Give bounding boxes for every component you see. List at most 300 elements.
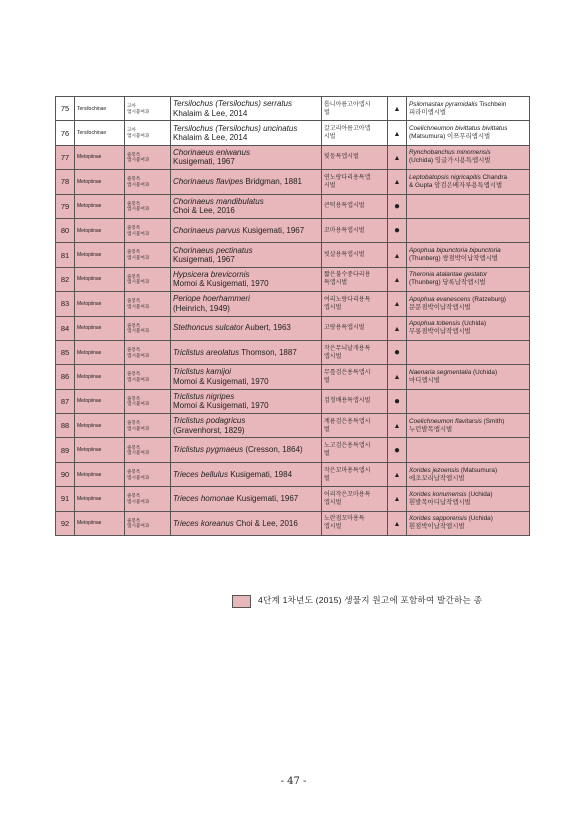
scientific-name-cell (171, 340, 322, 364)
row-number (56, 340, 75, 364)
group-line: 줄봉특 (127, 249, 141, 255)
group-line: 앱시불여과 (127, 401, 150, 407)
host-author: (Uchida) (471, 368, 498, 376)
group-cell (125, 389, 171, 413)
subfamily-name: Metopiinae (77, 178, 102, 185)
korean-name-cell (322, 218, 388, 242)
korean-name-line: 앱시벌 (324, 353, 342, 360)
host-cell (407, 365, 530, 389)
status-mark-cell (388, 414, 407, 438)
scientific-name: Tersilochus (Tersilochus) uncinatus (173, 123, 298, 133)
scientific-name-cell (171, 414, 322, 438)
korean-name-line: 고랑용특앱시벌 (324, 325, 365, 332)
triangle-icon: ▲ (393, 276, 401, 284)
korean-name-line: 특앱시벌 (324, 280, 348, 287)
table-row (56, 145, 530, 169)
host-author: Chandra (480, 173, 508, 181)
scientific-name: Triclistus pygmaeus (173, 445, 244, 455)
status-mark-cell (388, 340, 407, 364)
group-cell (125, 170, 171, 194)
legend (232, 594, 532, 608)
group-line: 앱시불여과 (127, 376, 150, 382)
group-cell (125, 487, 171, 511)
row-number (56, 462, 75, 486)
row-number (56, 194, 75, 218)
row-number-text: 78 (60, 177, 70, 187)
group-line: 앱시불여과 (127, 425, 150, 431)
row-number-text: 77 (60, 152, 70, 162)
scientific-author: (Gravenhorst, 1829) (173, 425, 245, 435)
page-number: - 47 - (280, 776, 307, 787)
subfamily-cell (75, 462, 125, 486)
scientific-name: Chorinaeus pectinatus (173, 245, 253, 255)
korean-name-line: 벌 (324, 109, 330, 116)
korean-name-cell (322, 462, 388, 486)
group-cell (125, 145, 171, 169)
group-line: 줄봉특 (127, 395, 141, 401)
status-mark-cell (388, 292, 407, 316)
legend-swatch (232, 595, 251, 608)
group-line: 앱시불여과 (127, 498, 150, 504)
group-line: 앱시불여과 (127, 255, 150, 261)
korean-name-line: 큰턱용특앱시벌 (324, 203, 365, 210)
row-number-text: 91 (60, 494, 70, 504)
scientific-author: Kusigemati, 1967 (234, 494, 299, 504)
subfamily-name: Metopiinae (77, 349, 102, 356)
group-cell (125, 292, 171, 316)
row-number (56, 389, 75, 413)
host-species: Leptobatopsis nigricapitis (409, 173, 481, 181)
status-mark-cell (388, 389, 407, 413)
subfamily-cell (75, 218, 125, 242)
korean-name-line: 앱시벌 (324, 524, 342, 531)
korean-name-cell (322, 267, 388, 291)
scientific-name: Chorinaeus flavipes (173, 177, 244, 187)
subfamily-name: Metopiinae (77, 422, 102, 429)
host-korean-name: (Uchida) 잉글가시용특앱시벌 (409, 157, 491, 165)
subfamily-cell (75, 438, 125, 462)
row-number (56, 145, 75, 169)
korean-name-line: 어리작은꼬마용특 (324, 491, 371, 498)
group-line: 앱시불여과 (127, 450, 150, 456)
subfamily-cell (75, 97, 125, 121)
table-row (56, 316, 530, 340)
scientific-name: Trieces homonae (173, 494, 235, 504)
group-line: 앱시불여과 (127, 474, 150, 480)
host-cell (407, 97, 530, 121)
status-mark-cell (388, 243, 407, 267)
scientific-author: Kusigemati, 1967 (240, 225, 305, 235)
korean-name-cell (322, 145, 388, 169)
host-author: (Uchida) (466, 490, 493, 498)
korean-name-line: 빗살용특앱시벌 (324, 252, 365, 259)
row-number-text: 80 (60, 226, 70, 236)
group-line: 줄봉특 (127, 151, 141, 157)
host-author: (Ratzeburg) (470, 295, 507, 303)
host-cell (407, 389, 530, 413)
group-line: 줄봉특 (127, 444, 141, 450)
korean-name-line: 꼬마용특앱시벌 (324, 227, 365, 234)
korean-name-line: 갈고리아름고아앱 (324, 126, 371, 133)
subfamily-cell (75, 414, 125, 438)
group-cell (125, 97, 171, 121)
row-number (56, 267, 75, 291)
subfamily-name: Metopiinae (77, 471, 102, 478)
triangle-icon: ▲ (393, 252, 401, 260)
subfamily-name: Metopiinae (77, 227, 102, 234)
table-row (56, 170, 530, 194)
host-cell (407, 487, 530, 511)
korean-name-cell (322, 170, 388, 194)
korean-name-cell (322, 487, 388, 511)
group-line: 앱시불여과 (127, 523, 150, 529)
group-cell (125, 340, 171, 364)
row-number (56, 218, 75, 242)
korean-name-cell (322, 389, 388, 413)
scientific-name: Periope hoerhammeri (173, 294, 250, 304)
host-korean-name: 흰발목마디납작앱시벌 (409, 498, 471, 506)
status-mark-cell (388, 487, 407, 511)
status-mark-cell (388, 462, 407, 486)
scientific-name: Stethoncus sulcator (173, 323, 244, 333)
status-mark-cell (388, 170, 407, 194)
row-number (56, 511, 75, 535)
scientific-author: Momoi & Kusigemati, 1970 (173, 279, 269, 289)
subfamily-cell (75, 487, 125, 511)
group-line: 줄봉특 (127, 347, 141, 352)
triangle-icon: ▲ (393, 106, 401, 114)
circle-icon: ● (393, 395, 401, 407)
status-mark-cell (388, 121, 407, 145)
korean-name-line: 벌 (324, 475, 330, 482)
korean-name-cell (322, 414, 388, 438)
korean-name-line: 계름검은용특앱시 (324, 418, 371, 425)
row-number (56, 487, 75, 511)
triangle-icon: ▲ (393, 374, 401, 382)
host-author: Tischbein (477, 100, 507, 108)
subfamily-name: Metopiinae (77, 300, 102, 307)
row-number-text: 85 (60, 348, 70, 358)
scientific-author: Khalaim & Lee, 2014 (173, 133, 248, 143)
row-number (56, 121, 75, 145)
group-cell (125, 316, 171, 340)
korean-name-line: 시벌 (324, 182, 336, 189)
scientific-name-cell (171, 121, 322, 145)
scientific-author: Choi & Lee, 2016 (173, 206, 235, 216)
scientific-name: Trieces koreanus (173, 518, 234, 528)
host-species: Rynchobanchus minomensis (409, 149, 491, 157)
row-number-text: 83 (60, 299, 70, 309)
group-cell (125, 511, 171, 535)
host-species: Theronia atalantae gestator (409, 271, 488, 279)
host-korean-name: 흰점박이납작앱시벌 (409, 523, 465, 531)
triangle-icon: ▲ (393, 301, 401, 309)
circle-icon: ● (393, 200, 401, 212)
subfamily-cell (75, 194, 125, 218)
scientific-name: Chorinaeus mandibulatus (173, 196, 264, 206)
subfamily-name: Metopiinae (77, 203, 102, 210)
korean-name-line: 짧은불수중다리용 (324, 272, 371, 279)
scientific-name: Trieces bellulus (173, 469, 228, 479)
host-cell (407, 414, 530, 438)
scientific-name: Triclistus areolatus (173, 347, 240, 357)
korean-name-cell (322, 511, 388, 535)
group-line: 줄봉특 (127, 176, 141, 182)
subfamily-cell (75, 389, 125, 413)
host-korean-name: (Thunberg) 당록납작앱시벌 (409, 279, 486, 287)
scientific-author: Kusigemati, 1967 (173, 255, 235, 265)
host-species: Xorides konumensis (409, 490, 467, 498)
row-number-text: 76 (60, 128, 70, 138)
subfamily-cell (75, 316, 125, 340)
table-row (56, 389, 530, 413)
korean-name-line: 빛둥특앱시벌 (324, 154, 359, 161)
status-mark-cell (388, 194, 407, 218)
subfamily-cell (75, 511, 125, 535)
host-korean-name: 문문점박이납작앱시벌 (409, 303, 471, 311)
scientific-author: Momoi & Kusigemati, 1970 (173, 376, 269, 386)
table-row (56, 340, 530, 364)
host-korean-name: 마디앱시벌 (409, 376, 440, 384)
row-number-text: 92 (60, 518, 70, 528)
korean-name-line: 검정배용특앱시벌 (324, 398, 371, 405)
scientific-author: Bridgman, 1881 (243, 177, 302, 187)
host-cell (407, 292, 530, 316)
group-cell (125, 194, 171, 218)
status-mark-cell (388, 365, 407, 389)
host-korean-name: (Matsumura) 이쯔무리앱시벌 (409, 133, 491, 141)
row-number-text: 90 (60, 470, 70, 480)
scientific-name: Hypsicera brevicornis (173, 269, 250, 279)
subfamily-name: Metopiinae (77, 276, 102, 283)
circle-icon: ● (393, 347, 401, 359)
row-number-text: 75 (60, 104, 70, 114)
subfamily-name: Tersilochinae (77, 105, 107, 112)
subfamily-cell (75, 340, 125, 364)
host-species: Coelichneumon flavitarsis (409, 417, 482, 425)
korean-name-cell (322, 97, 388, 121)
subfamily-name: Metopiinae (77, 373, 102, 380)
subfamily-cell (75, 243, 125, 267)
subfamily-name: Metopiinae (77, 252, 102, 259)
group-line: 앱시불여과 (127, 133, 150, 139)
subfamily-name: Metopiinae (77, 398, 102, 405)
scientific-name-cell (171, 389, 322, 413)
subfamily-name: Metopiinae (77, 154, 102, 161)
group-cell (125, 243, 171, 267)
korean-name-line: 연노랑다리용특앱 (324, 174, 371, 181)
korean-name-cell (322, 292, 388, 316)
group-cell (125, 414, 171, 438)
table-row (56, 97, 530, 121)
group-line: 줄봉특 (127, 493, 141, 499)
korean-name-line: 앱시벌 (324, 499, 342, 506)
group-line: 줄봉특 (127, 273, 141, 279)
group-line: 앱시불여과 (127, 230, 150, 236)
korean-name-line: 앱시벌 (324, 304, 342, 311)
row-number-text: 89 (60, 445, 70, 455)
status-mark-cell (388, 316, 407, 340)
host-species: Apophua evanescens (409, 295, 471, 303)
group-line: 줄봉특 (127, 298, 141, 304)
korean-name-line: 노란점꼬마용특 (324, 516, 365, 523)
circle-icon: ● (393, 225, 401, 237)
group-line: 줄봉특 (127, 517, 141, 523)
host-author: (Uchida) (460, 320, 487, 328)
status-mark-cell (388, 511, 407, 535)
korean-name-line: 톱니아름고아앱시 (324, 101, 371, 108)
triangle-icon: ▲ (393, 472, 401, 480)
table-row (56, 243, 530, 267)
subfamily-cell (75, 145, 125, 169)
korean-name-line: 무릎검은용특앱시 (324, 369, 371, 376)
host-cell (407, 170, 530, 194)
scientific-name-cell (171, 194, 322, 218)
row-number-text: 87 (60, 396, 70, 406)
scientific-name-cell (171, 511, 322, 535)
group-line: 앱시불여과 (127, 206, 150, 212)
group-cell (125, 438, 171, 462)
host-korean-name: 누런발목앱시벌 (409, 425, 453, 433)
status-mark-cell (388, 218, 407, 242)
group-cell (125, 267, 171, 291)
korean-name-line: 벌 (324, 377, 330, 384)
scientific-name: Triclistus podagricus (173, 416, 246, 426)
row-number (56, 292, 75, 316)
row-number (56, 243, 75, 267)
group-cell (125, 462, 171, 486)
scientific-name-cell (171, 218, 322, 242)
korean-name-cell (322, 438, 388, 462)
scientific-author: Aubert, 1963 (243, 323, 291, 333)
scientific-author: Choi & Lee, 2016 (233, 518, 298, 528)
group-line: 줄봉특 (127, 322, 141, 328)
group-line: 앱시불여과 (127, 303, 150, 309)
row-number (56, 170, 75, 194)
korean-name-line: 벌 (324, 426, 330, 433)
host-cell (407, 145, 530, 169)
korean-name-line: 노고검은용특앱시 (324, 443, 371, 450)
row-number-text: 81 (60, 250, 70, 260)
korean-name-cell (322, 340, 388, 364)
host-cell (407, 243, 530, 267)
host-cell (407, 340, 530, 364)
scientific-author: Thomson, 1887 (239, 347, 297, 357)
status-mark-cell (388, 145, 407, 169)
circle-icon: ● (393, 444, 401, 456)
korean-name-cell (322, 365, 388, 389)
group-line: 줄봉특 (127, 468, 141, 474)
row-number-text: 88 (60, 421, 70, 431)
host-author: (Matsumura) (459, 466, 498, 474)
host-author: (Smith) (481, 417, 505, 425)
row-number (56, 365, 75, 389)
triangle-icon: ▲ (393, 154, 401, 162)
row-number-text: 86 (60, 372, 70, 382)
korean-name-cell (322, 121, 388, 145)
group-line: 앱시불여과 (127, 279, 150, 285)
korean-name-cell (322, 316, 388, 340)
scientific-name-cell (171, 316, 322, 340)
group-line: 고아 (127, 127, 136, 133)
scientific-author: (Heinrich, 1949) (173, 303, 230, 313)
scientific-author: Kusigemati, 1984 (227, 469, 293, 479)
table-row (56, 487, 530, 511)
scientific-name-cell (171, 292, 322, 316)
table-row (56, 511, 530, 535)
host-cell (407, 218, 530, 242)
table-row (56, 438, 530, 462)
scientific-author: Momoi & Kusigemati, 1970 (173, 401, 269, 411)
host-cell (407, 438, 530, 462)
triangle-icon: ▲ (393, 496, 401, 504)
scientific-name-cell (171, 243, 322, 267)
subfamily-cell (75, 292, 125, 316)
status-mark-cell (388, 438, 407, 462)
table-row (56, 414, 530, 438)
legend-text: 4단계 1차년도 (2015) 생물지 원고에 포함하여 발간하는 종 (258, 595, 483, 605)
subfamily-cell (75, 267, 125, 291)
host-cell (407, 267, 530, 291)
host-korean-name: 피라미앱시벌 (409, 108, 447, 116)
triangle-icon: ▲ (393, 520, 401, 528)
scientific-name: Triclistus kamijoi (173, 367, 232, 377)
group-cell (125, 121, 171, 145)
triangle-icon: ▲ (393, 325, 401, 333)
scientific-name-cell (171, 438, 322, 462)
host-species: Psilomastax pyramidalis (409, 100, 478, 108)
host-species: Apophua bipunctoria bipunctoria (409, 247, 501, 255)
group-line: 줄봉특 (127, 371, 141, 377)
subfamily-cell (75, 170, 125, 194)
korean-name-line: 작은무늬날개용특 (324, 345, 371, 352)
group-cell (125, 365, 171, 389)
group-cell (125, 218, 171, 242)
subfamily-name: Metopiinae (77, 495, 102, 502)
scientific-name-cell (171, 365, 322, 389)
scientific-name-cell (171, 145, 322, 169)
group-line: 줄봉특 (127, 225, 141, 231)
triangle-icon: ▲ (393, 423, 401, 431)
group-line: 줄봉특 (127, 200, 141, 206)
row-number-text: 84 (60, 323, 70, 333)
korean-name-line: 벌 (324, 451, 330, 458)
subfamily-cell (75, 365, 125, 389)
status-mark-cell (388, 97, 407, 121)
group-line: 줄봉특 (127, 420, 141, 426)
host-author: (Uchida) (466, 515, 493, 523)
table-row (56, 194, 530, 218)
table-row (56, 121, 530, 145)
host-cell (407, 121, 530, 145)
subfamily-cell (75, 121, 125, 145)
scientific-name: Chorinaeus parvus (173, 225, 241, 235)
scientific-name-cell (171, 267, 322, 291)
group-line: 앱시불여과 (127, 181, 150, 187)
row-number (56, 414, 75, 438)
host-species: Xorides jezoensis (409, 466, 460, 474)
host-species: Xorides sapporensis (409, 515, 467, 523)
scientific-name-cell (171, 487, 322, 511)
group-line: 앱시불여과 (127, 352, 150, 358)
triangle-icon: ▲ (393, 130, 401, 138)
scientific-name-cell (171, 97, 322, 121)
group-line: 앱시불여과 (127, 108, 150, 114)
host-cell (407, 511, 530, 535)
table-row (56, 267, 530, 291)
host-species: Naenaria segmentalia (409, 368, 472, 376)
host-species: Apophua tobensis (409, 320, 461, 328)
